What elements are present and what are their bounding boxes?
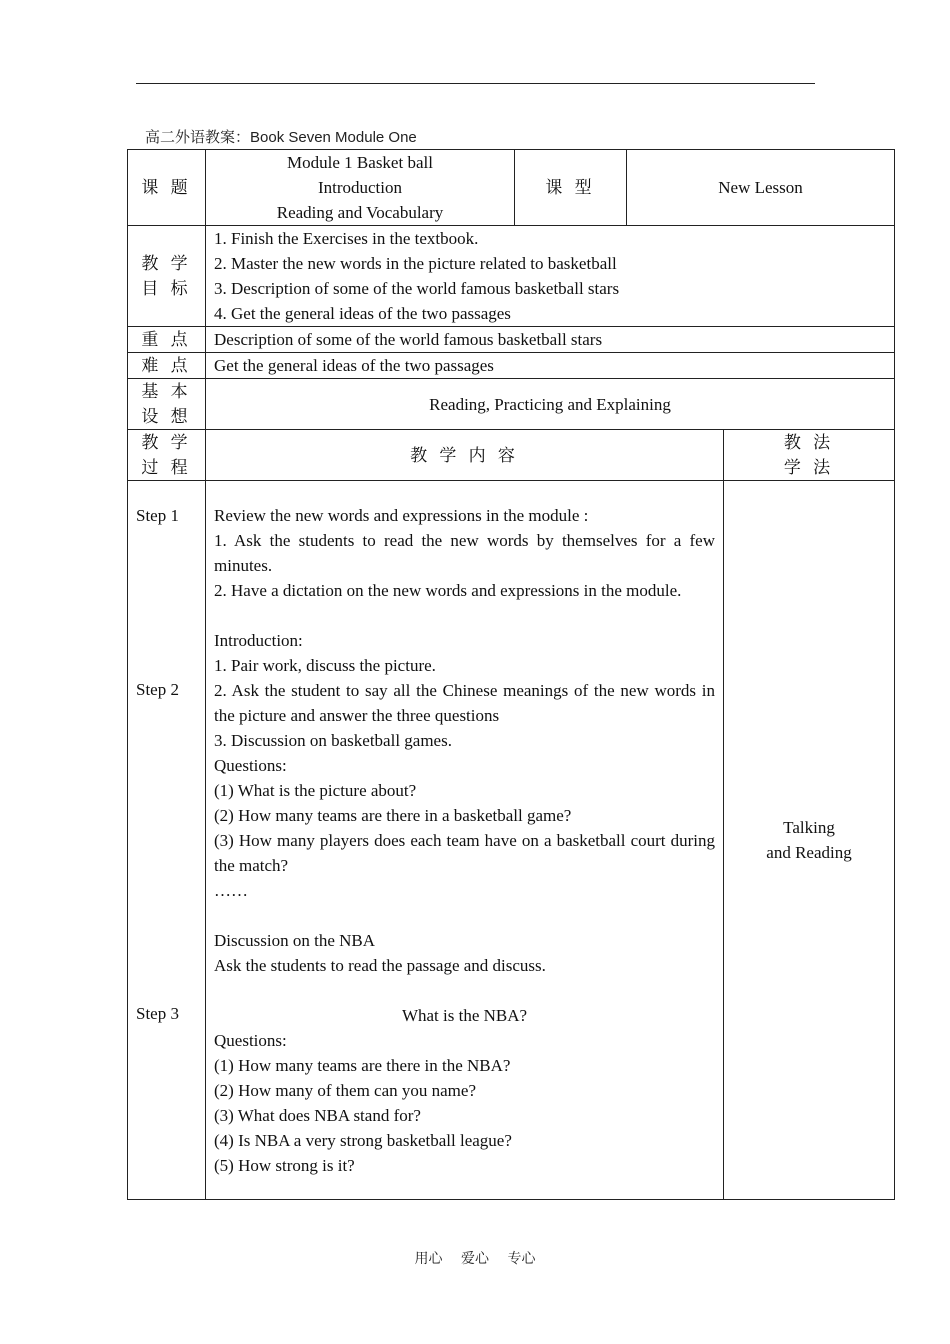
content-line: 2. Have a dictation on the new words and expressions in the module. [214,581,682,600]
difficult-point-label: 难 点 [128,353,206,379]
content-line: …… [214,881,248,900]
step-label: Step 3 [136,1004,179,1023]
topic-line: Reading and Vocabulary [276,203,444,222]
step-label: Step 2 [136,680,179,699]
goal-item: 4. Get the general ideas of the two passages [214,304,511,323]
goal-item: 1. Finish the Exercises in the textbook. [214,229,479,248]
basic-idea-label [128,379,206,430]
method-line: Talking [783,818,835,837]
goals-label-line: 教 学 [141,254,192,273]
method-header [724,430,895,481]
spacer [214,603,715,628]
question-item: (3) How many players does each team have on a basketball court during the match? [214,831,715,875]
content-line: Questions: [214,756,287,775]
method-value [724,481,895,1200]
topic-label: 课 题 [128,150,206,226]
difficult-point-value: Get the general ideas of the two passages [206,353,895,379]
process-body-row [128,481,895,1200]
content-line: Review the new words and expressions in the module : [214,506,589,525]
content-line: 3. Discussion on basketball games. [214,731,452,750]
basic-idea-value: Reading, Practicing and Explaining [206,379,895,430]
question-item: (2) How many of them can you name? [214,1081,476,1100]
goals-label [128,226,206,327]
type-value: New Lesson [627,150,895,226]
question-item: (1) How many teams are there in the NBA? [214,1056,511,1075]
goal-item: 2. Master the new words in the picture related to basketball [214,254,617,273]
content-line: Discussion on the NBA [214,931,376,950]
process-label-line: 教 学 [141,433,192,452]
question-item: (5) How strong is it? [214,1156,355,1175]
process-label [128,430,206,481]
key-point-value: Description of some of the world famous basketball stars [206,327,895,353]
key-point-row [128,327,895,353]
question-item: (1) What is the picture about? [214,781,417,800]
question-item: (3) What does NBA stand for? [214,1106,421,1125]
topic-value [206,150,515,226]
content-line: 2. Ask the student to say all the Chinese meanings of the new words in the picture and answer the three questions [214,681,715,725]
process-header-row [128,430,895,481]
lesson-plan-table [127,149,895,1200]
question-item: (4) Is NBA a very strong basketball league? [214,1131,512,1150]
key-point-label: 重 点 [128,327,206,353]
teaching-content [206,481,724,1200]
content-line: Ask the students to read the passage and discuss. [214,956,546,975]
content-header: 教 学 内 容 [206,430,724,481]
basic-idea-row [128,379,895,430]
goal-item: 3. Description of some of the world famous basketball stars [214,279,620,298]
content-line: Introduction: [214,631,303,650]
steps-column [128,481,206,1200]
step-label: Step 1 [136,506,179,525]
topic-line: Module 1 Basket ball [287,153,433,172]
question-item: (2) How many teams are there in a basketball game? [214,806,572,825]
content-line: 1. Ask the students to read the new words by themselves for a few minutes. [214,531,715,575]
header-rule [136,83,815,84]
method-header-line: 教 法 [783,433,835,452]
method-line: and Reading [766,843,852,862]
basic-idea-label-line: 基 本 [141,382,192,401]
spacer [214,978,715,1003]
difficult-point-row [128,353,895,379]
content-line: 1. Pair work, discuss the picture. [214,656,436,675]
basic-idea-label-line: 设 想 [141,407,192,426]
page-footer: 用心 爱心 专心 [414,1251,536,1267]
process-label-line: 过 程 [141,458,192,477]
goals-row [128,226,895,327]
goals-list [206,226,895,327]
topic-row [128,150,895,226]
spacer [214,903,715,928]
content-line: Questions: [214,1031,287,1050]
document-header: 高二外语教案：Book Seven Module One [145,129,417,146]
goals-label-line: 目 标 [141,279,192,298]
passage-title: What is the NBA? [401,1006,528,1025]
method-header-line: 学 法 [783,458,835,477]
type-label: 课 型 [515,150,627,226]
topic-line: Introduction [317,178,403,197]
